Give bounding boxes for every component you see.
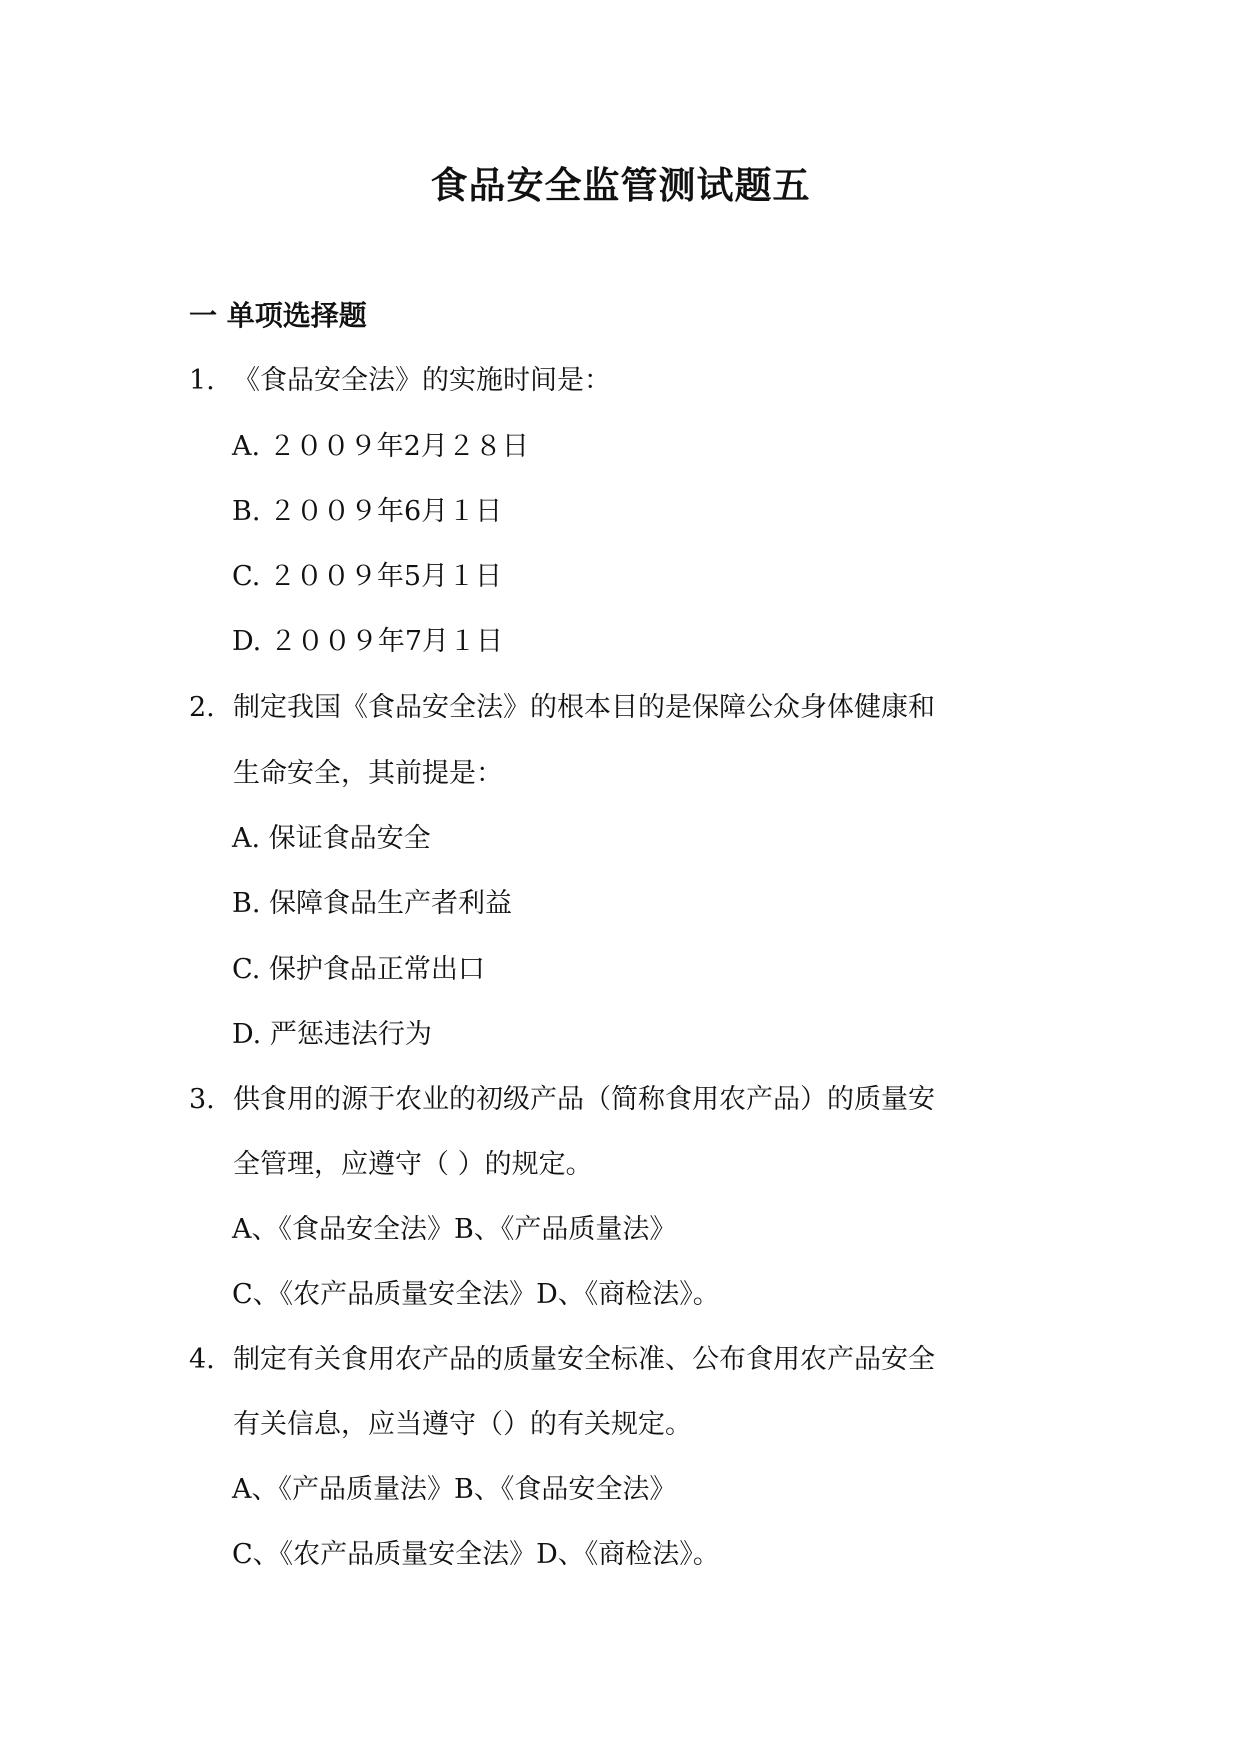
question-3-options-cd: C、《农产品质量安全法》D、《商检法》。 [232,1279,720,1310]
question-2-text-line-2: 生命安全，其前提是： [233,758,503,789]
question-1-number: 1. [189,365,215,396]
document-title: 食品安全监管测试题五 [430,164,811,207]
question-1-option-a: A. ２００９年2月２８日 [232,431,529,462]
question-3-text-line-1: 供食用的源于农业的初级产品（简称食用农产品）的质量安 [233,1084,935,1115]
question-2-option-d: D. 严惩违法行为 [232,1019,432,1050]
question-1-option-b: B. ２００９年6月１日 [232,496,503,527]
question-4-number: 4. [189,1344,215,1375]
question-4-text-line-1: 制定有关食用农产品的质量安全标准、公布食用农产品安全 [233,1344,935,1375]
question-2-option-a: A. 保证食品安全 [232,823,431,854]
question-3-text-line-2: 全管理，应遵守（ ）的规定。 [233,1149,593,1180]
question-2-option-b: B. 保障食品生产者利益 [232,888,513,919]
section-heading: 一 单项选择题 [189,299,367,332]
question-2-text-line-1: 制定我国《食品安全法》的根本目的是保障公众身体健康和 [233,692,935,723]
question-2-option-c: C. 保护食品正常出口 [232,954,485,985]
question-3-number: 3. [189,1084,215,1115]
question-3-options-ab: A、《食品安全法》B、《产品质量法》 [232,1214,677,1245]
question-1-option-c: C. ２００９年5月１日 [232,561,503,592]
question-1-option-d: D. ２００９年7月１日 [232,626,504,657]
question-4-text-line-2: 有关信息，应当遵守（）的有关规定。 [233,1409,692,1440]
question-2-number: 2. [189,692,215,723]
question-4-options-ab: A、《产品质量法》B、《食品安全法》 [232,1474,677,1505]
question-4-options-cd: C、《农产品质量安全法》D、《商检法》。 [232,1539,720,1570]
question-1-text: 《食品安全法》的实施时间是： [233,365,611,396]
